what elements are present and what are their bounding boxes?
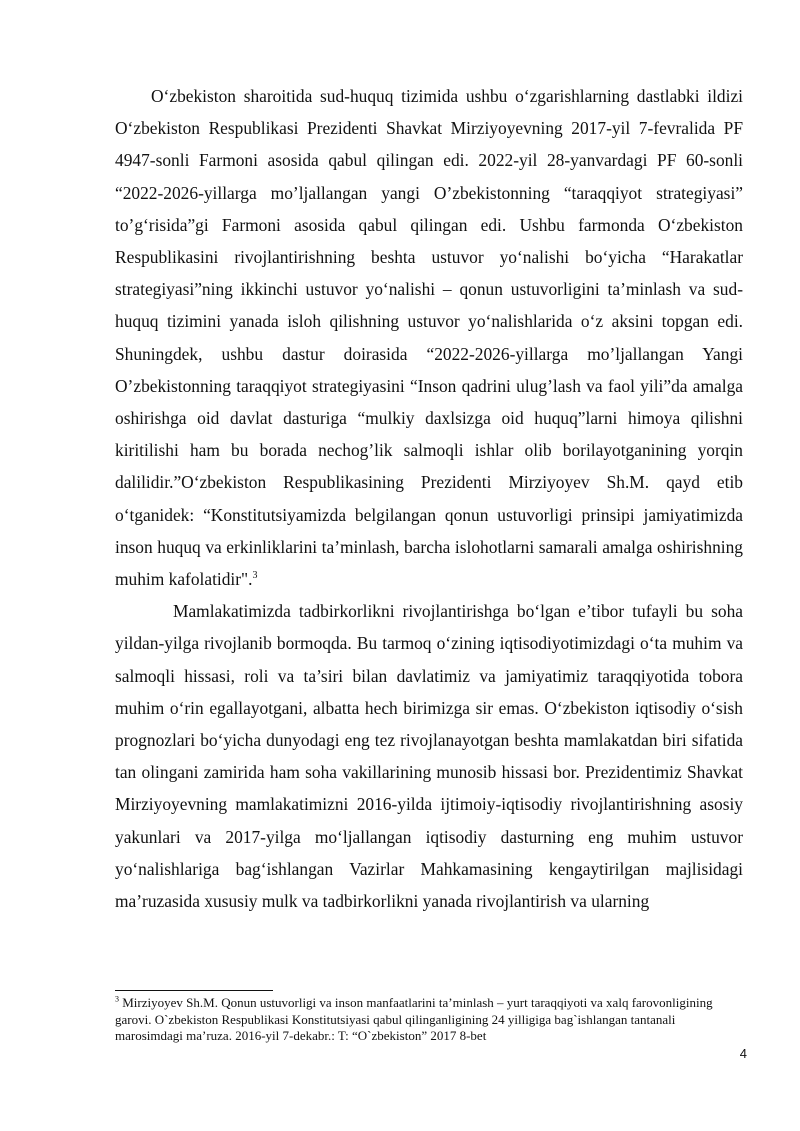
paragraph-1 (115, 80, 743, 595)
page-body (115, 80, 743, 917)
paragraph-2 (115, 595, 743, 917)
paragraph-2-text: Mamlakatimizda tadbirkorlikni rivojlantirishga bo‘lgan e’tibor tufayli bu soha yildan-yilga rivojlanib bormoqda. Bu tarmoq o‘zining iqtisodiyotimizdagi o‘ta muhim va salmoqli hissasi, roli va ta’siri bilan davlatimiz va jamiyatimiz taraqqiyotida tobora muhim o‘rin egallayotgani, albatta hech birimizga sir emas. O‘zbekiston iqtisodiy o‘sish prognozlari bo‘yicha dunyodagi eng tez rivojlanayotgan beshta mamlakatdan biri sifatida tan olingani zamirida ham soha vakillarining munosib hissasi bor. Prezidentimiz Shavkat Mirziyoyevning mamlakatimizni 2016-yilda ijtimoiy-iqtisodiy rivojlantirishning asosiy yakunlari va 2017-yilga mo‘ljallangan iqtisodiy dasturning eng muhim ustuvor yo‘nalishlariga bag‘ishlangan Vazirlar Mahkamasining kengaytirilgan majlisidagi ma’ruzasida xususiy mulk va tadbirkorlikni yanada rivojlantirish va ularning (115, 601, 743, 912)
page-number: 4 (739, 1046, 747, 1061)
footnote-separator (115, 990, 273, 991)
footnote-marker: 3 (115, 994, 119, 1004)
paragraph-1-text: O‘zbekiston sharoitida sud-huquq tizimida ushbu o‘zgarishlarning dastlabki ildizi O‘zbekiston Respublikasi Prezidenti Shavkat Mirziyoyevning 2017-yil 7-fevralida PF 4947-sonli Farmoni asosida qabul qilingan edi. 2022-yil 28-yanvardagi PF 60-sonli “2022-2026-yillarga mo’ljallangan yangi O’zbekistonning “taraqqiyot strategiyasi” to’g‘risida”gi Farmoni asosida qabul qilingan edi. Ushbu farmonda O‘zbekiston Respublikasini rivojlantirishning beshta ustuvor yo‘nalishi bo‘yicha “Harakatlar strategiyasi”ning ikkinchi ustuvor yo‘nalishi – qonun ustuvorligini ta’minlash va sud-huquq tizimini yanada isloh qilishning ustuvor yo‘nalishlarida o‘z aksini topgan edi. Shuningdek, ushbu dastur doirasida “2022-2026-yillarga mo’ljallangan Yangi O’zbekistonning taraqqiyot strategiyasini “Inson qadrini ulug’lash va faol yili”da amalga oshirishga oid davlat dasturiga “mulkiy daxlsizga oid huquq”larni himoya qilishni kiritilishi ham bu borada nechog’lik salmoqli ishlar olib borilayotganining yorqin dalilidir.”O‘zbekiston Respublikasining Prezidenti Mirziyoyev Sh.M. qayd etib o‘tganidek: “Konstitutsiyamizda belgilangan qonun ustuvorligi prinsipi jamiyatimizda inson huquq va erkinliklarini ta’minlash, barcha islohotlarni samarali amalga oshirishning muhim kafolatidir". (115, 86, 743, 590)
footnote-text: Mirziyoyev Sh.M. Qonun ustuvorligi va inson manfaatlarini ta’minlash – yurt taraqqiyoti va xalq farovonligining garovi. O`zbekiston Respublikasi Konstitutsiyasi qabul qilinganligining 24 yilligiga bag`ishlangan tantanali marosimdagi ma’ruza. 2016-yil 7-dekabr.: T: “O`zbekiston” 2017 8-bet (115, 995, 713, 1043)
footnote-reference[interactable]: 3 (252, 570, 258, 582)
footnote (115, 995, 743, 1045)
